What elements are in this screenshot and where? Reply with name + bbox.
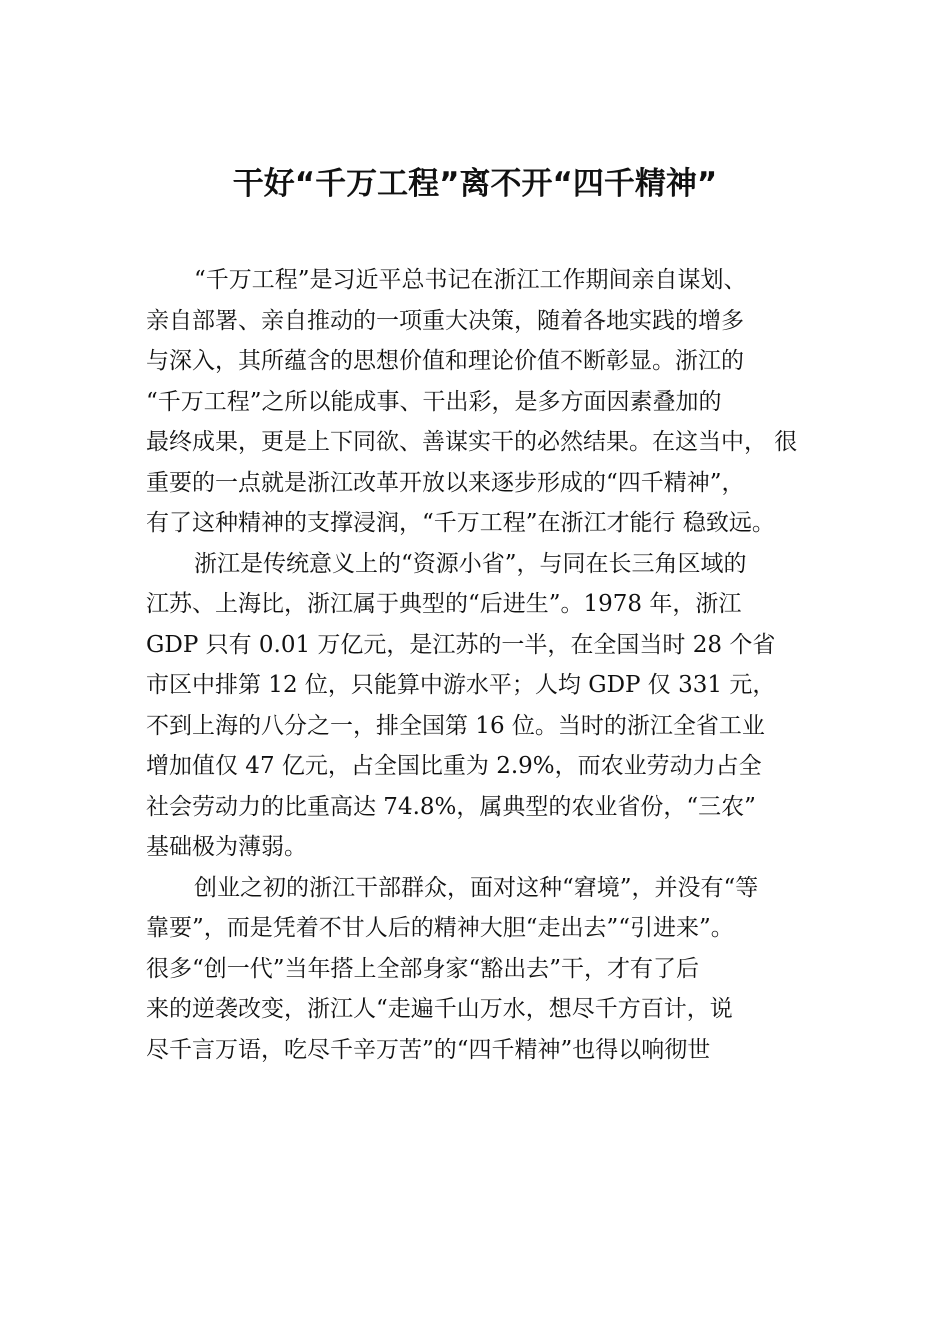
paragraph-line: 最终成果，更是上下同欲、善谋实干的必然结果。在这当中， 很 bbox=[146, 429, 798, 455]
paragraph-line: 重要的一点就是浙江改革开放以来逐步形成的“四千精神”， bbox=[146, 469, 745, 496]
paragraph-1 bbox=[146, 260, 816, 544]
paragraph-line: 来的逆袭改变，浙江人“走遍千山万水，想尽千方百计，说 bbox=[146, 996, 733, 1022]
paragraph-line: 社会劳动力的比重高达 74.8%，属典型的农业省份，“三农” bbox=[146, 793, 756, 820]
paragraph-line: 靠要”，而是凭着不甘人后的精神大胆“走出去”“引进来”。 bbox=[146, 915, 734, 941]
paragraph-line: 亲自部署、亲自推动的一项重大决策，随着各地实践的增多 bbox=[146, 307, 744, 334]
paragraph-line: 与深入，其所蕴含的思想价值和理论价值不断彰显。浙江的 bbox=[146, 348, 744, 374]
paragraph-2 bbox=[146, 544, 816, 868]
paragraph-line: GDP 只有 0.01 万亿元，是江苏的一半，在全国当时 28 个省 bbox=[146, 631, 776, 658]
document-body bbox=[146, 260, 816, 1070]
document-title: 干好“千万工程”离不开“四千精神” bbox=[232, 166, 718, 202]
paragraph-line: 市区中排第 12 位，只能算中游水平；人均 GDP 仅 331 元， bbox=[146, 672, 776, 698]
paragraph-line: 创业之初的浙江干部群众，面对这种“窘境”，并没有“等 bbox=[194, 874, 759, 901]
paragraph-line: 浙江是传统意义上的“资源小省”，与同在长三角区域的 bbox=[194, 550, 747, 577]
paragraph-line: 江苏、上海比，浙江属于典型的“后进生”。1978 年，浙江 bbox=[146, 591, 742, 617]
paragraph-line: 不到上海的八分之一，排全国第 16 位。当时的浙江全省工业 bbox=[146, 712, 765, 739]
paragraph-line: 有了这种精神的支撑浸润，“千万工程”在浙江才能行 稳致远。 bbox=[146, 510, 775, 536]
paragraph-line: “千万工程”之所以能成事、干出彩，是多方面因素叠加的 bbox=[146, 388, 722, 415]
paragraph-line: 尽千言万语，吃尽千辛万苦”的“四千精神”也得以响彻世 bbox=[146, 1036, 711, 1063]
paragraph-3 bbox=[146, 868, 816, 1071]
paragraph-line: 基础极为薄弱。 bbox=[146, 834, 307, 860]
paragraph-line: 增加值仅 47 亿元，占全国比重为 2.9%，而农业劳动力占全 bbox=[146, 753, 762, 779]
paragraph-line: 很多“创一代”当年搭上全部身家“豁出去”干，才有了后 bbox=[146, 955, 700, 982]
paragraph-line: “千万工程”是习近平总书记在浙江工作期间亲自谋划、 bbox=[194, 267, 747, 293]
